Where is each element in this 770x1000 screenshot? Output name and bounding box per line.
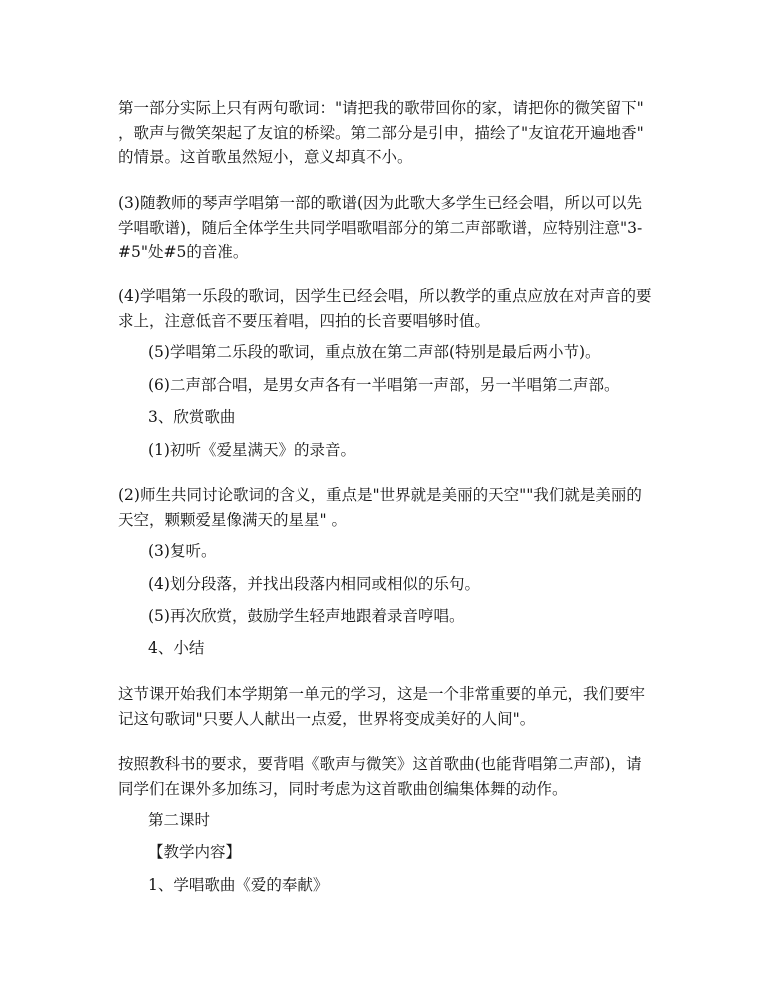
- text-line: 按照教科书的要求，要背唱《歌声与微笑》这首歌曲(也能背唱第二声部)，请: [118, 755, 642, 773]
- text-line: (3)复听。: [148, 542, 217, 560]
- section-heading-teaching-content: [148, 840, 241, 865]
- text-line: 记这句歌词"只要人人献出一点爱，世界将变成美好的人间"。: [118, 709, 536, 728]
- text-line: 第二课时: [148, 811, 211, 829]
- text-line: 3、欣赏歌曲: [148, 408, 236, 426]
- paragraph-appreciation-2: [118, 483, 642, 532]
- text-line: (3)随教师的琴声学唱第一部的歌谱(因为此歌大多学生已经会唱，所以可以先: [118, 194, 643, 212]
- paragraph-step-4: [118, 284, 651, 333]
- paragraph-appreciation-1: [148, 438, 356, 463]
- text-line: 4、小结: [148, 639, 205, 657]
- paragraph-step-5: [148, 340, 601, 365]
- text-line: ，歌声与微笑架起了友谊的桥梁。第二部分是引申，描绘了"友谊花开遍地香": [118, 123, 644, 142]
- text-line: 天空，颗颗爱星像满天的星星" 。: [118, 510, 348, 529]
- text-line: (6)二声部合唱，是男女声各有一半唱第一声部，另一半唱第二声部。: [148, 376, 620, 394]
- text-line: 同学们在课外多加练习，同时考虑为这首歌曲创编集体舞的动作。: [118, 779, 568, 798]
- paragraph-summary: [118, 682, 645, 731]
- paragraph-lyrics-description: [118, 96, 644, 170]
- text-line: 求上，注意低音不要压着唱，四拍的长音要唱够时值。: [118, 311, 491, 330]
- paragraph-appreciation-4: [148, 572, 480, 597]
- text-line: (4)学唱第一乐段的歌词，因学生已经会唱，所以教学的重点应放在对声音的要: [118, 287, 652, 305]
- paragraph-step-3: [118, 191, 642, 265]
- paragraph-appreciation-3: [148, 539, 216, 564]
- section-heading-appreciation: [148, 405, 235, 430]
- text-line: (5)学唱第二乐段的歌词，重点放在第二声部(特别是最后两小节)。: [148, 343, 601, 361]
- paragraph-appreciation-5: [148, 604, 464, 629]
- text-line: 这节课开始我们本学期第一单元的学习，这是一个非常重要的单元，我们要牢: [118, 685, 646, 703]
- text-line: 第一部分实际上只有两句歌词："请把我的歌带回你的家，请把你的微笑留下": [118, 99, 644, 117]
- text-line: 【教学内容】: [148, 843, 242, 861]
- text-line: (2)师生共同讨论歌词的含义，重点是"世界就是美丽的天空""我们就是美丽的: [118, 486, 642, 504]
- text-line: 学唱歌谱)，随后全体学生共同学唱歌唱部分的第二声部歌谱，应特别注意"3-: [118, 218, 643, 237]
- text-line: (1)初听《爱星满天》的录音。: [148, 441, 356, 459]
- section-heading-second-lesson: [148, 808, 210, 833]
- text-line: (4)划分段落，并找出段落内相同或相似的乐句。: [148, 575, 480, 593]
- text-line: (5)再次欣赏，鼓励学生轻声地跟着录音哼唱。: [148, 607, 465, 625]
- paragraph-learn-song: [148, 873, 328, 898]
- text-line: 1、学唱歌曲《爱的奉献》: [148, 876, 329, 894]
- paragraph-homework: [118, 752, 642, 801]
- section-heading-summary: [148, 636, 204, 661]
- paragraph-step-6: [148, 373, 619, 398]
- text-line: 的情景。这首歌虽然短小，意义却真不小。: [118, 148, 413, 166]
- text-line: #5"处#5的音准。: [118, 243, 249, 261]
